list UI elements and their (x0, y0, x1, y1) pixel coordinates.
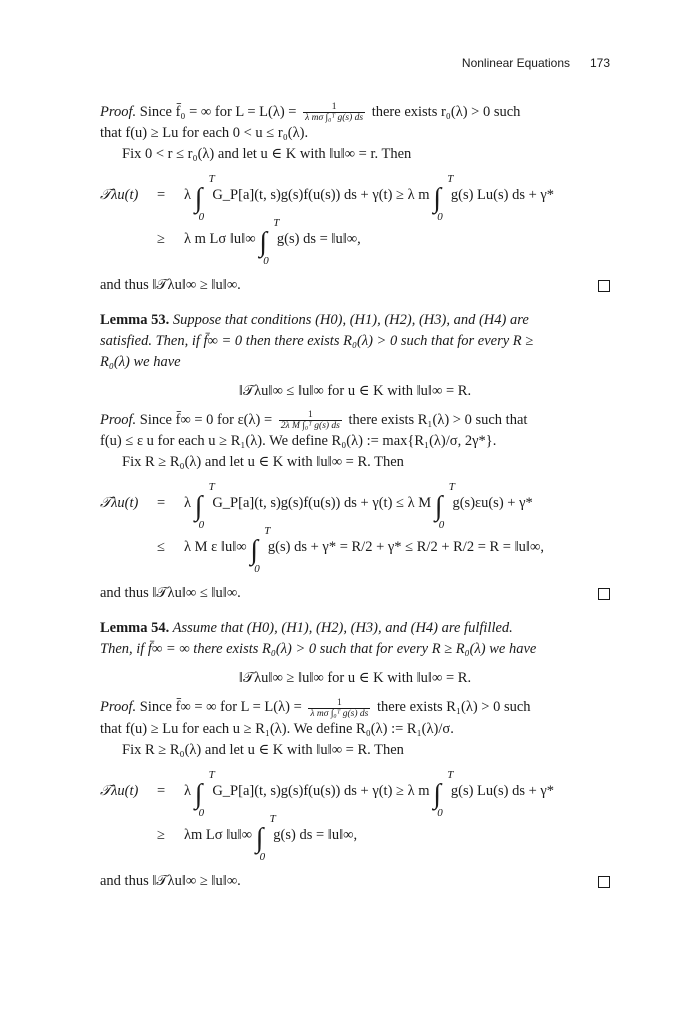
lemma-text: Assume that (H0), (H1), (H2), (H3), and (H4) are fulfilled. (169, 620, 513, 637)
lemma53-proof-line3: Fix R ≥ R₀(λ) and let u ∈ K with ‖u‖∞ = R. Then (122, 454, 404, 471)
integral-symbol: ∫ (194, 183, 203, 215)
equation-row (100, 481, 610, 532)
equation-row (100, 173, 610, 224)
lemma-text: Suppose that conditions (H0), (H1), (H2), (H3), and (H4) are (169, 312, 529, 329)
integral-lower: 0 (198, 806, 205, 819)
proof1-line2: that f(u) ≥ Lu for each 0 < u ≤ r₀(λ). (100, 125, 309, 142)
integral-upper: T (447, 768, 454, 781)
rhs-part: λm Lσ ‖u‖∞ (184, 826, 252, 843)
lemma-title: Lemma 54. (100, 620, 170, 637)
integral-symbol: ∫ (434, 491, 443, 523)
lemma54-proof-line1 (100, 697, 610, 718)
rhs-part: λ m Lσ ‖u‖∞ (184, 231, 256, 248)
integral-lower: 0 (259, 850, 266, 863)
fraction-denominator: λ mσ ∫₀ᵀ g(s) ds (305, 113, 364, 124)
proof-label: Proof. (100, 104, 137, 120)
conclusion-text: and thus ‖𝒯λu‖∞ ≥ ‖u‖∞. (100, 872, 241, 889)
lemma54-line1 (100, 618, 610, 639)
rhs-part: G_P[a](t, s)g(s)f(u(s)) ds + γ(t) ≤ λ M (212, 495, 432, 512)
proof1-conclusion (100, 275, 610, 296)
lemma53-display: ‖𝒯λu‖∞ ≤ ‖u‖∞ for u ∈ K with ‖u‖∞ = R. (238, 383, 472, 400)
integral-lower: 0 (438, 519, 445, 532)
equation-relation: = (157, 495, 166, 512)
rhs-part: λ (184, 782, 192, 799)
equation-rhs (184, 481, 533, 532)
equation-relation: ≥ (157, 826, 165, 843)
lemma54-line2: Then, if f̄∞ = ∞ there exists R₀(λ) > 0 such that for every R ≥ R₀(λ) we have (100, 641, 537, 658)
equation-rhs (184, 768, 555, 819)
page-number: 173 (590, 56, 611, 70)
lemma-title: Lemma 53. (100, 312, 170, 329)
rhs-part: λ M ε ‖u‖∞ (184, 539, 247, 556)
integral-lower: 0 (198, 211, 205, 224)
proof1-line3: Fix 0 < r ≤ r₀(λ) and let u ∈ K with ‖u‖∞ = r. Then (122, 146, 412, 163)
fraction (308, 698, 370, 719)
equation-relation: ≥ (157, 231, 165, 248)
lemma53-proof-line2: f(u) ≤ ε u for each u ≥ R₁(λ). We define R₀(λ) := max{R₁(λ)/σ, 2γ*}. (100, 433, 497, 450)
equation-row (100, 768, 610, 819)
equation-relation: = (157, 187, 166, 204)
lemma53-conclusion (100, 583, 610, 604)
lemma54-display: ‖𝒯λu‖∞ ≥ ‖u‖∞ for u ∈ K with ‖u‖∞ = R. (238, 670, 472, 687)
integral-symbol: ∫ (194, 491, 203, 523)
integral-sign (194, 173, 215, 224)
proof-text: Since f̄∞ = 0 for ε(λ) = (136, 412, 276, 429)
integral-upper: T (264, 525, 271, 538)
fraction (303, 102, 365, 123)
conclusion-text: and thus ‖𝒯λu‖∞ ≥ ‖u‖∞. (100, 277, 241, 294)
equation-row (100, 217, 610, 268)
integral-symbol: ∫ (255, 822, 264, 854)
lemma53-line1 (100, 310, 610, 331)
qed-symbol (598, 280, 610, 292)
rhs-part: G_P[a](t, s)g(s)f(u(s)) ds + γ(t) ≥ λ m (212, 187, 430, 204)
fraction-numerator: 1 (303, 102, 365, 113)
integral-lower: 0 (198, 519, 205, 532)
rhs-part: g(s) ds + γ* = R/2 + γ* ≤ R/2 + R/2 = R = ‖u‖∞, (267, 539, 544, 556)
integral-sign (250, 525, 271, 576)
integral-lower: 0 (263, 255, 269, 268)
integral-symbol: ∫ (194, 778, 203, 810)
conclusion-text: and thus ‖𝒯λu‖∞ ≤ ‖u‖∞. (100, 585, 241, 602)
page-body (100, 102, 610, 892)
integral-sign (434, 481, 455, 532)
integral-upper: T (447, 173, 454, 186)
integral-upper: T (208, 481, 215, 494)
equation-relation: ≤ (157, 539, 165, 556)
rhs-part: λ (184, 495, 192, 512)
proof-text: there exists R₁(λ) > 0 such (373, 699, 531, 716)
integral-lower: 0 (437, 806, 443, 819)
rhs-part: G_P[a](t, s)g(s)f(u(s)) ds + γ(t) ≥ λ m (212, 782, 430, 799)
rhs-part: g(s) Lu(s) ds + γ* (450, 187, 555, 204)
rhs-part: g(s) ds = ‖u‖∞, (273, 826, 358, 843)
equation-lhs: 𝒯λu(t) (100, 495, 139, 512)
fraction-numerator: 1 (279, 410, 342, 421)
fraction-denominator: 2λ M ∫₀ᵀ g(s) ds (280, 421, 340, 432)
integral-upper: T (448, 481, 455, 494)
equation-lhs: 𝒯λu(t) (100, 782, 139, 799)
equation-rhs (184, 173, 555, 224)
rhs-part: g(s)εu(s) + γ* (452, 495, 533, 512)
integral-sign (194, 481, 215, 532)
proof-text: there exists R₁(λ) > 0 such that (344, 412, 528, 429)
integral-upper: T (269, 812, 276, 825)
lemma54-proof-line3: Fix R ≥ R₀(λ) and let u ∈ K with ‖u‖∞ = R. Then (122, 741, 404, 758)
integral-symbol: ∫ (433, 778, 441, 810)
integral-sign (433, 173, 454, 224)
integral-symbol: ∫ (259, 227, 267, 259)
proof1-text-a: Since f̄₀ = ∞ for L = L(λ) = (136, 104, 301, 120)
qed-symbol (598, 876, 610, 888)
integral-sign (194, 768, 215, 819)
rhs-part: g(s) Lu(s) ds + γ* (450, 782, 555, 799)
integral-lower: 0 (437, 211, 443, 224)
integral-sign (433, 768, 454, 819)
proof-label: Proof. (100, 412, 137, 429)
proof-label: Proof. (100, 699, 137, 716)
integral-symbol: ∫ (433, 183, 441, 215)
equation-lhs: 𝒯λu(t) (100, 187, 139, 204)
integral-sign (255, 812, 276, 863)
integral-lower: 0 (254, 563, 260, 576)
integral-symbol: ∫ (250, 535, 258, 567)
fraction-numerator: 1 (308, 698, 370, 709)
equation-relation: = (157, 782, 166, 799)
fraction (279, 410, 342, 431)
lemma54-conclusion (100, 871, 610, 892)
integral-sign (259, 217, 280, 268)
integral-upper: T (208, 173, 215, 186)
fraction-denominator: λ mσ ∫₀ᵀ g(s) ds (310, 708, 369, 719)
lemma53-line3: R₀(λ) we have (100, 354, 181, 371)
integral-upper: T (208, 768, 215, 781)
lemma53-line2: satisfied. Then, if f̄∞ = 0 then there exists R₀(λ) > 0 such that for every R ≥ (100, 333, 534, 350)
qed-symbol (598, 588, 610, 600)
equation-rhs (184, 525, 544, 576)
rhs-part: g(s) ds = ‖u‖∞, (276, 231, 361, 248)
running-title: Nonlinear Equations (461, 56, 570, 70)
equation-row (100, 812, 610, 863)
lemma53-proof-line1 (100, 410, 610, 431)
equation-rhs (184, 812, 358, 863)
proof1-text-c: there exists r₀(λ) > 0 such (368, 104, 521, 120)
rhs-part: λ (184, 187, 192, 204)
proof-text: Since f̄∞ = ∞ for L = L(λ) = (136, 699, 306, 716)
equation-row (100, 525, 610, 576)
integral-upper: T (273, 217, 280, 230)
proof1-line1 (100, 102, 610, 123)
lemma54-proof-line2: that f(u) ≥ Lu for each u ≥ R₁(λ). We define R₀(λ) := R₁(λ)/σ. (100, 720, 454, 737)
equation-rhs (184, 217, 361, 268)
